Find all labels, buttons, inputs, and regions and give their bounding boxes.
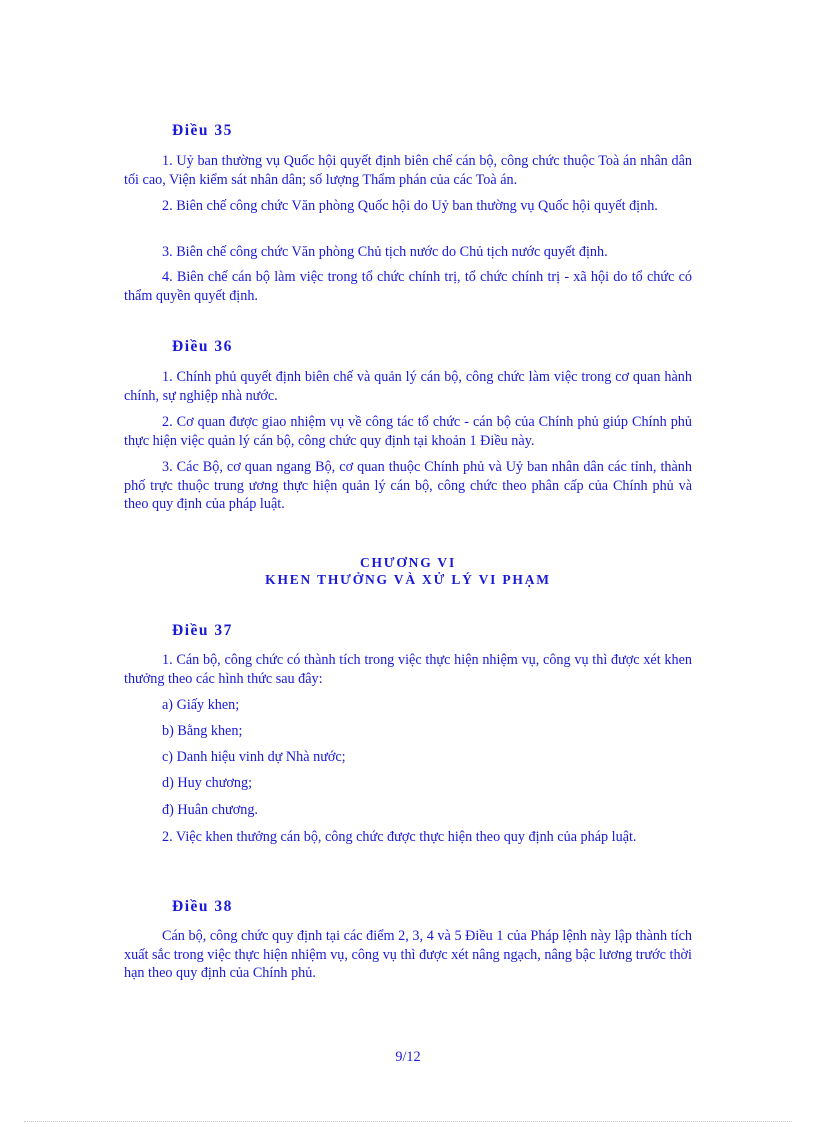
article-38-body: Cán bộ, công chức quy định tại các điểm 2, 3, 4 và 5 Điều 1 của Pháp lệnh này lập thành tích xuất sắc trong việc thực hiện nhiệm vụ, công vụ thì được xét nâng ngạch, nâng bậc lương trước thời hạn theo quy định của Chính phủ. — [124, 928, 692, 981]
article-37-clause-2: 2. Việc khen thưởng cán bộ, công chức được thực hiện theo quy định của pháp luật. — [162, 829, 637, 845]
chapter-number: CHƯƠNG VI — [359, 555, 457, 570]
article-35-title: Điều 35 — [172, 122, 233, 139]
chapter-name: KHEN THƯỞNG VÀ XỬ LÝ VI PHẠM — [265, 572, 551, 587]
award-item: đ) Huân chương. — [162, 802, 258, 818]
article-37-clause-1: 1. Cán bộ, công chức có thành tích trong việc thực hiện nhiệm vụ, công vụ thì được xét khen thưởng theo các hình thức sau đây: — [124, 652, 692, 687]
article-36-clause-1: 1. Chính phủ quyết định biên chế và quản lý cán bộ, công chức làm việc trong cơ quan hành chính, sự nghiệp nhà nước. — [124, 369, 692, 404]
article-36-title: Điều 36 — [172, 338, 233, 355]
article-36-clause-3: 3. Các Bộ, cơ quan ngang Bộ, cơ quan thuộc Chính phủ và Uỷ ban nhân dân các tỉnh, thành phố trực thuộc trung ương thực hiện quản lý cán bộ, công chức theo phân cấp của Chính phủ và theo quy định của pháp luật. — [124, 459, 692, 512]
award-item: a) Giấy khen; — [162, 697, 240, 713]
page-number: 9/12 — [395, 1049, 421, 1065]
award-item: b) Bằng khen; — [162, 723, 243, 739]
award-item: d) Huy chương; — [162, 775, 253, 791]
page-bottom-divider — [24, 1121, 792, 1122]
article-35-clause-3: 3. Biên chế công chức Văn phòng Chủ tịch nước do Chủ tịch nước quyết định. — [162, 244, 608, 260]
article-35-clause-1: 1. Uỷ ban thường vụ Quốc hội quyết định biên chế cán bộ, công chức thuộc Toà án nhân dân tối cao, Viện kiểm sát nhân dân; số lượng Thẩm phán của các Toà án. — [124, 153, 692, 188]
article-36-clause-2: 2. Cơ quan được giao nhiệm vụ về công tác tổ chức - cán bộ của Chính phủ giúp Chính phủ thực hiện việc quản lý cán bộ, công chức quy định tại khoản 1 Điều này. — [124, 414, 692, 449]
article-35-clause-2: 2. Biên chế công chức Văn phòng Quốc hội do Uỷ ban thường vụ Quốc hội quyết định. — [162, 198, 658, 214]
award-item: c) Danh hiệu vinh dự Nhà nước; — [162, 749, 346, 765]
article-38-title: Điều 38 — [172, 898, 233, 915]
article-37-title: Điều 37 — [172, 622, 233, 639]
article-35-clause-4: 4. Biên chế cán bộ làm việc trong tổ chức chính trị, tổ chức chính trị - xã hội do tổ chức có thẩm quyền quyết định. — [124, 269, 692, 304]
